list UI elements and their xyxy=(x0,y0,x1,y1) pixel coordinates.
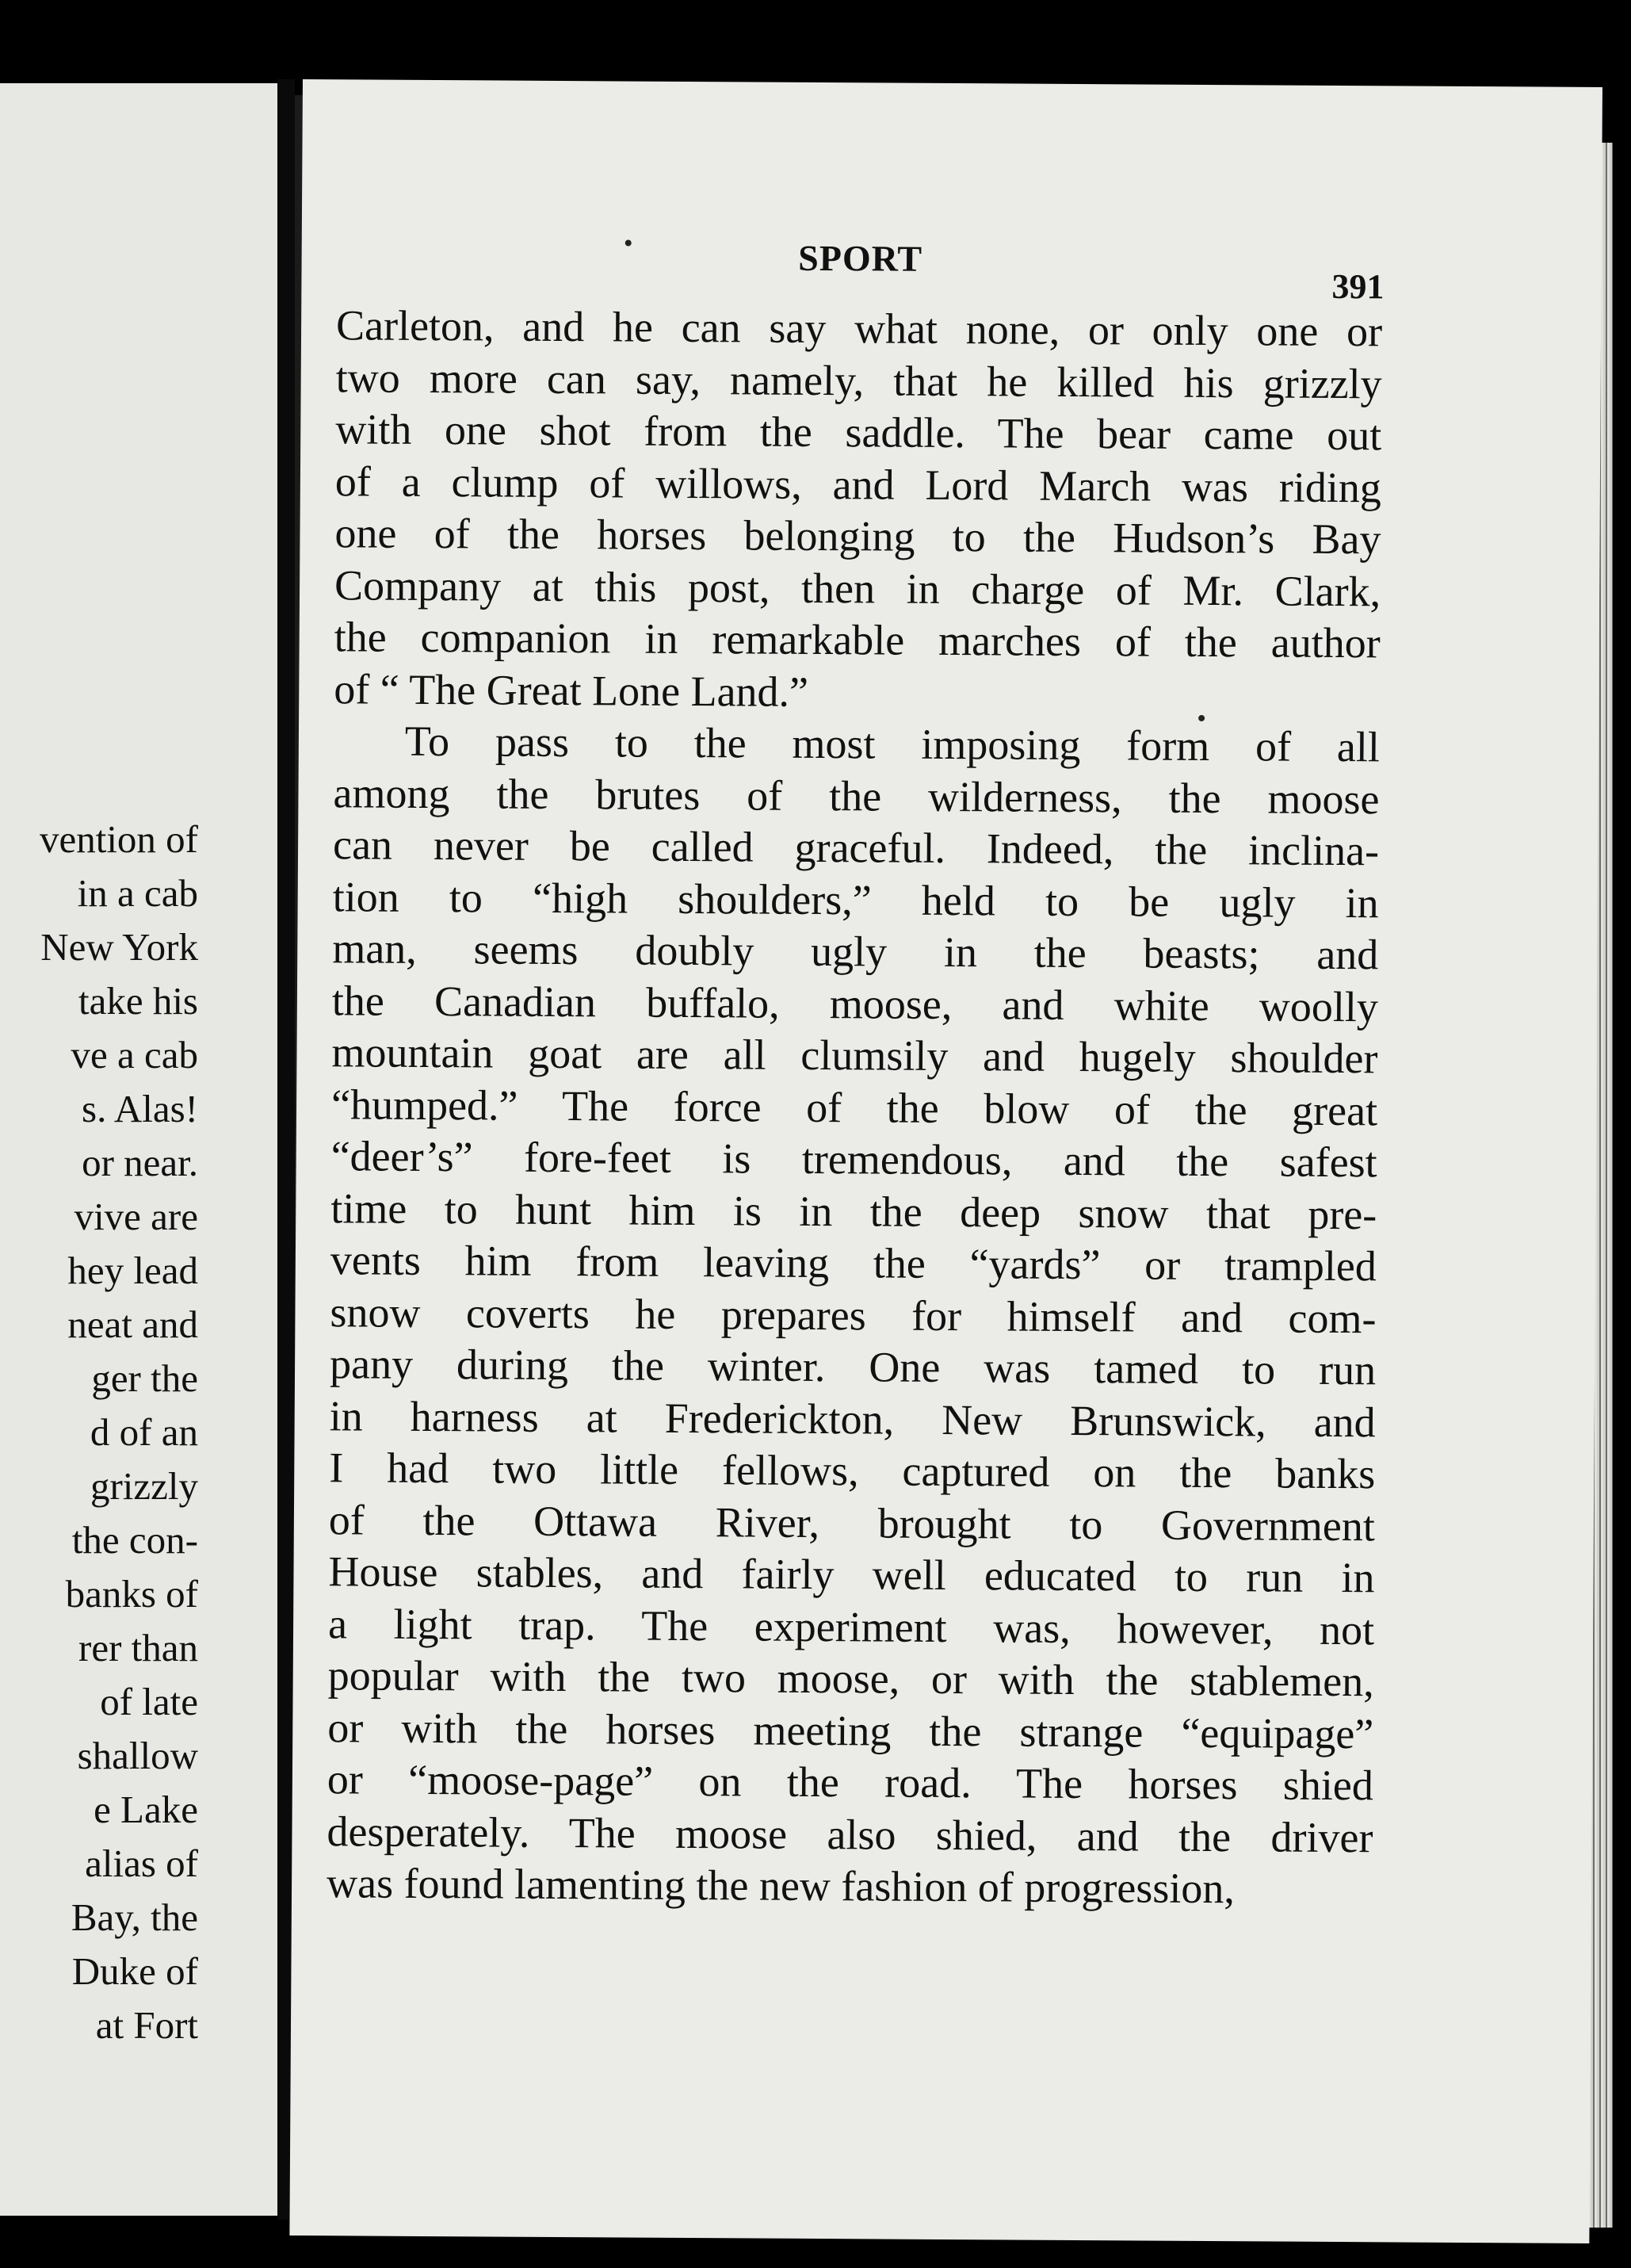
text-line: one of the horses belonging to the Hudson’s Bay xyxy=(334,509,1381,564)
text-line: the con- xyxy=(71,1518,198,1562)
text-line: hey lead xyxy=(67,1249,198,1292)
text-line: or “moose-page” on the road. The horses shied xyxy=(327,1755,1374,1810)
body-text xyxy=(327,300,1382,1916)
text-line: “humped.” The force of the blow of the great xyxy=(330,1080,1378,1134)
text-line: the Canadian buffalo, moose, and white woolly xyxy=(331,976,1379,1031)
text-line: I had two little fellows, captured on the banks xyxy=(329,1444,1376,1498)
page-number: 391 xyxy=(1331,266,1385,307)
text-line: tion to “high shoulders,” held to be ugly in xyxy=(332,872,1379,927)
text-line: man, seems doubly ugly in the beasts; and xyxy=(332,924,1379,979)
text-line: in a cab xyxy=(77,871,198,915)
text-line: ve a cab xyxy=(71,1033,198,1077)
text-line: shallow xyxy=(77,1734,198,1777)
text-line: pany during the winter. One was tamed to run xyxy=(329,1340,1377,1394)
text-line: desperately. The moose also shied, and the driver xyxy=(327,1807,1373,1861)
text-line: two more can say, namely, that he killed his grizzly xyxy=(335,353,1382,407)
text-line: grizzly xyxy=(90,1464,198,1508)
text-line: of “ The Great Lone Land.” xyxy=(334,664,809,716)
text-line: among the brutes of the wilderness, the moose xyxy=(333,768,1380,823)
text-line: take his xyxy=(78,979,198,1023)
paragraph-1 xyxy=(334,300,1382,721)
text-line: alias of xyxy=(85,1842,198,1885)
text-line: New York xyxy=(40,925,198,969)
text-line: s. Alas! xyxy=(82,1087,198,1130)
text-line: ger the xyxy=(91,1356,198,1400)
text-line: vive are xyxy=(74,1195,198,1238)
text-line: can never be called graceful. Indeed, the inclina- xyxy=(332,820,1380,875)
text-line: or with the horses meeting the strange “equipage” xyxy=(327,1703,1374,1757)
text-line: the companion in remarkable marches of the author xyxy=(334,613,1381,667)
text-line: “deer’s” fore-feet is tremendous, and the safest xyxy=(330,1132,1377,1187)
running-head: SPORT xyxy=(798,237,923,279)
text-line: Duke of xyxy=(71,1949,198,1993)
text-line: of a clump of willows, and Lord March was riding xyxy=(334,457,1382,511)
paragraph-2 xyxy=(327,715,1380,1916)
text-line: To pass to the most imposing form of all xyxy=(404,717,1381,771)
text-line: or near. xyxy=(82,1141,198,1184)
text-line: was found lamenting the new fashion of progression, xyxy=(326,1859,1236,1913)
text-line: Bay, the xyxy=(71,1895,198,1939)
text-line: vents him from leaving the “yards” or trampled xyxy=(330,1236,1377,1291)
text-line: rer than xyxy=(78,1626,198,1669)
left-page-text xyxy=(0,813,198,2052)
left-facing-page xyxy=(0,83,277,2216)
text-line: time to hunt him is in the deep snow that pre- xyxy=(330,1184,1377,1238)
text-line: House stables, and fairly well educated to run in xyxy=(328,1547,1375,1602)
text-line: of the Ottawa River, brought to Government xyxy=(328,1495,1376,1550)
text-line: a light trap. The experiment was, however, not xyxy=(327,1599,1375,1654)
text-line: snow coverts he prepares for himself and com- xyxy=(330,1287,1377,1342)
text-line: vention of xyxy=(39,817,198,861)
text-line: at Fort xyxy=(95,2003,198,2047)
text-line: popular with the two moose, or with the stablemen, xyxy=(327,1651,1374,1706)
text-line: with one shot from the saddle. The bear came out xyxy=(335,405,1382,460)
text-line: neat and xyxy=(67,1302,198,1346)
speck-mark xyxy=(625,239,632,246)
text-line: d of an xyxy=(90,1410,198,1454)
text-line: e Lake xyxy=(94,1788,198,1831)
text-line: of late xyxy=(100,1680,198,1723)
text-line: mountain goat are all clumsily and hugely shoulder xyxy=(331,1028,1378,1083)
text-line: in harness at Frederickton, New Brunswick, and xyxy=(329,1391,1376,1446)
right-page xyxy=(289,79,1602,2243)
text-line: Company at this post, then in charge of Mr. Clark, xyxy=(334,560,1381,615)
text-line: banks of xyxy=(65,1572,198,1616)
text-line: Carleton, and he can say what none, or only one or xyxy=(335,301,1383,356)
